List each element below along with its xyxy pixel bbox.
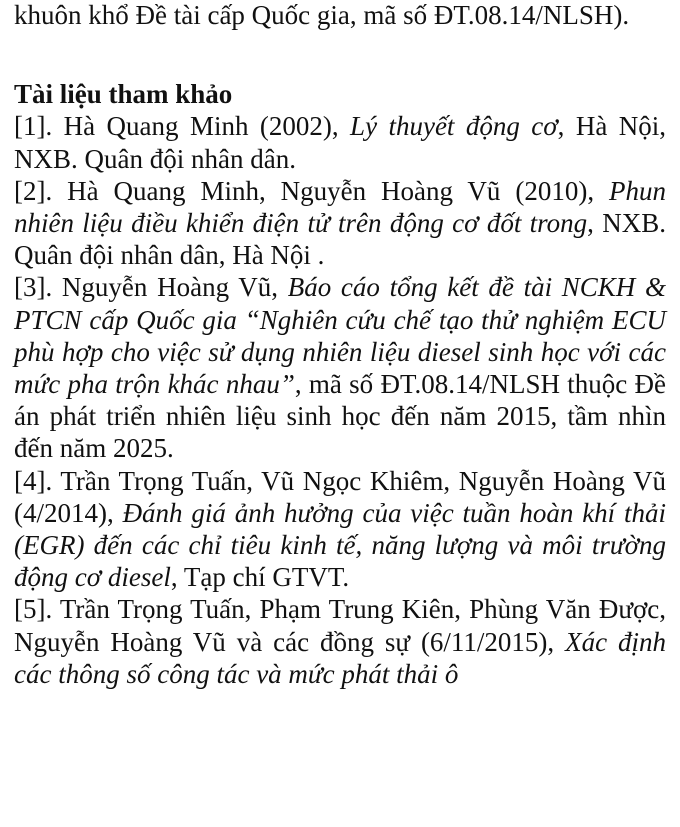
reference-number: [4]. — [14, 465, 53, 496]
reference-publisher: , Tạp chí GTVT. — [170, 562, 350, 593]
reference-item-1 — [14, 110, 666, 174]
reference-number: [1]. — [14, 111, 53, 142]
reference-authors: Hà Quang Minh (2002), — [52, 111, 351, 142]
reference-title: Đánh giá ảnh hưởng của việc tuần hoàn khí thải (EGR) đến các chỉ tiêu kinh tế, năng lượng và môi trường động cơ diesel — [14, 497, 667, 593]
reference-title: Xác định các thông số công tác và mức phát thải ô — [14, 626, 666, 689]
reference-title: Phun nhiên liệu điều khiển điện tử trên động cơ đốt trong — [14, 175, 666, 239]
reference-publisher: , mã số ĐT.08.14/NLSH thuộc Đề án phát triển nhiên liệu sinh học đến năm 2015, tầm nhìn đến năm 2025. — [14, 369, 666, 464]
reference-authors: Hà Quang Minh, Nguyễn Hoàng Vũ (2010), — [52, 175, 609, 206]
reference-authors: Trần Trọng Tuấn, Vũ Ngọc Khiêm, Nguyễn Hoàng Vũ (4/2014), — [14, 465, 666, 528]
reference-publisher: , Hà Nội, NXB. Quân đội nhân dân. — [14, 111, 666, 174]
reference-title: Lý thuyết động cơ — [350, 111, 558, 142]
reference-item-4 — [14, 465, 666, 594]
reference-number: [2]. — [14, 175, 53, 206]
reference-authors: Trần Trọng Tuấn, Phạm Trung Kiên, Phùng Văn Được, Nguyễn Hoàng Vũ và các đồng sự (6/11/2015), — [14, 594, 666, 657]
reference-publisher: , NXB. Quân đội nhân dân, Hà Nội . — [14, 208, 666, 271]
reference-number: [3]. — [14, 272, 53, 303]
reference-item-3 — [14, 271, 666, 464]
reference-authors: Nguyễn Hoàng Vũ, — [52, 272, 288, 303]
reference-number: [5]. — [14, 594, 53, 625]
reference-item-2 — [14, 175, 666, 272]
references-heading: Tài liệu tham khảo — [14, 79, 233, 110]
reference-title: Báo cáo tổng kết đề tài NCKH & PTCN cấp Quốc gia “Nghiên cứu chế tạo thử nghiệm ECU phù hợp cho việc sử dụng nhiên liệu diesel sinh học với các mức pha trộn khác nhau” — [14, 272, 666, 400]
reference-item-5 — [14, 593, 666, 690]
intro-paragraph: khuôn khổ Đề tài cấp Quốc gia, mã số ĐT.08.14/NLSH). — [14, 0, 630, 30]
